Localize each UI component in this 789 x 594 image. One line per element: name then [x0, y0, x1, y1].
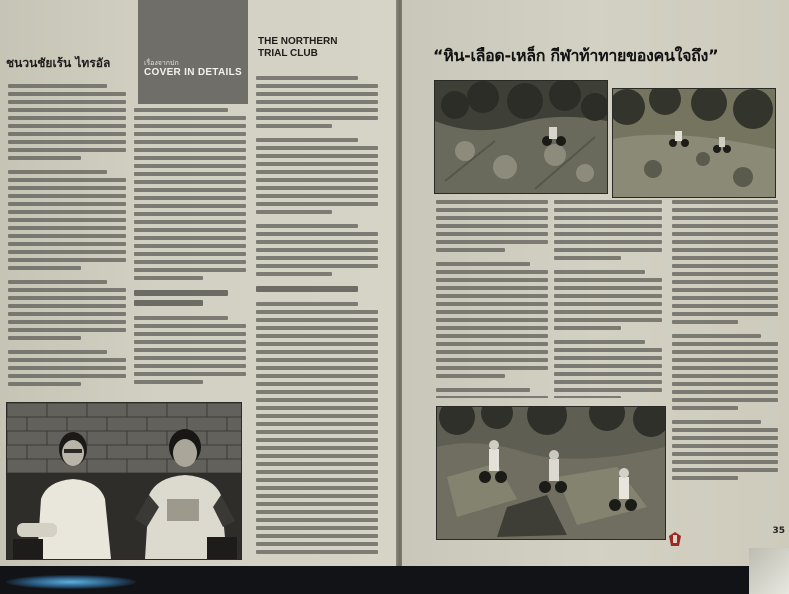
- honda-wing-logo-icon: [669, 532, 681, 546]
- rock-climb-photo: [436, 406, 666, 540]
- author-byline: ชนวนชัยเร้น ไทรอัล: [6, 56, 111, 70]
- page-number: 35: [772, 526, 785, 536]
- body-text-column-1: [8, 84, 126, 396]
- section-label: COVER IN DETAILS: [144, 67, 242, 78]
- body-text-column-2: [134, 108, 246, 398]
- body-text-column-6: [672, 200, 778, 500]
- body-text-column-5: [554, 200, 662, 398]
- body-text-column-4: [436, 200, 548, 398]
- body-text-column-3: [256, 76, 378, 554]
- section-header-box: [138, 0, 248, 104]
- club-title-line-1: THE NORTHERN: [258, 36, 338, 47]
- trail-photo-2: [612, 88, 776, 198]
- left-page: [0, 0, 398, 566]
- light-glare: [6, 575, 136, 589]
- page-corner: [749, 548, 789, 594]
- club-title-line-2: TRIAL CLUB: [258, 48, 318, 59]
- trail-photo-1: [434, 80, 608, 194]
- interview-photo: [6, 402, 242, 560]
- section-label-small: เรื่องจากปก: [144, 59, 179, 67]
- club-title: [258, 36, 337, 60]
- article-headline: “หิน-เลือด-เหล็ก กีฬาท้าทายของคนใจถึง”: [433, 46, 719, 65]
